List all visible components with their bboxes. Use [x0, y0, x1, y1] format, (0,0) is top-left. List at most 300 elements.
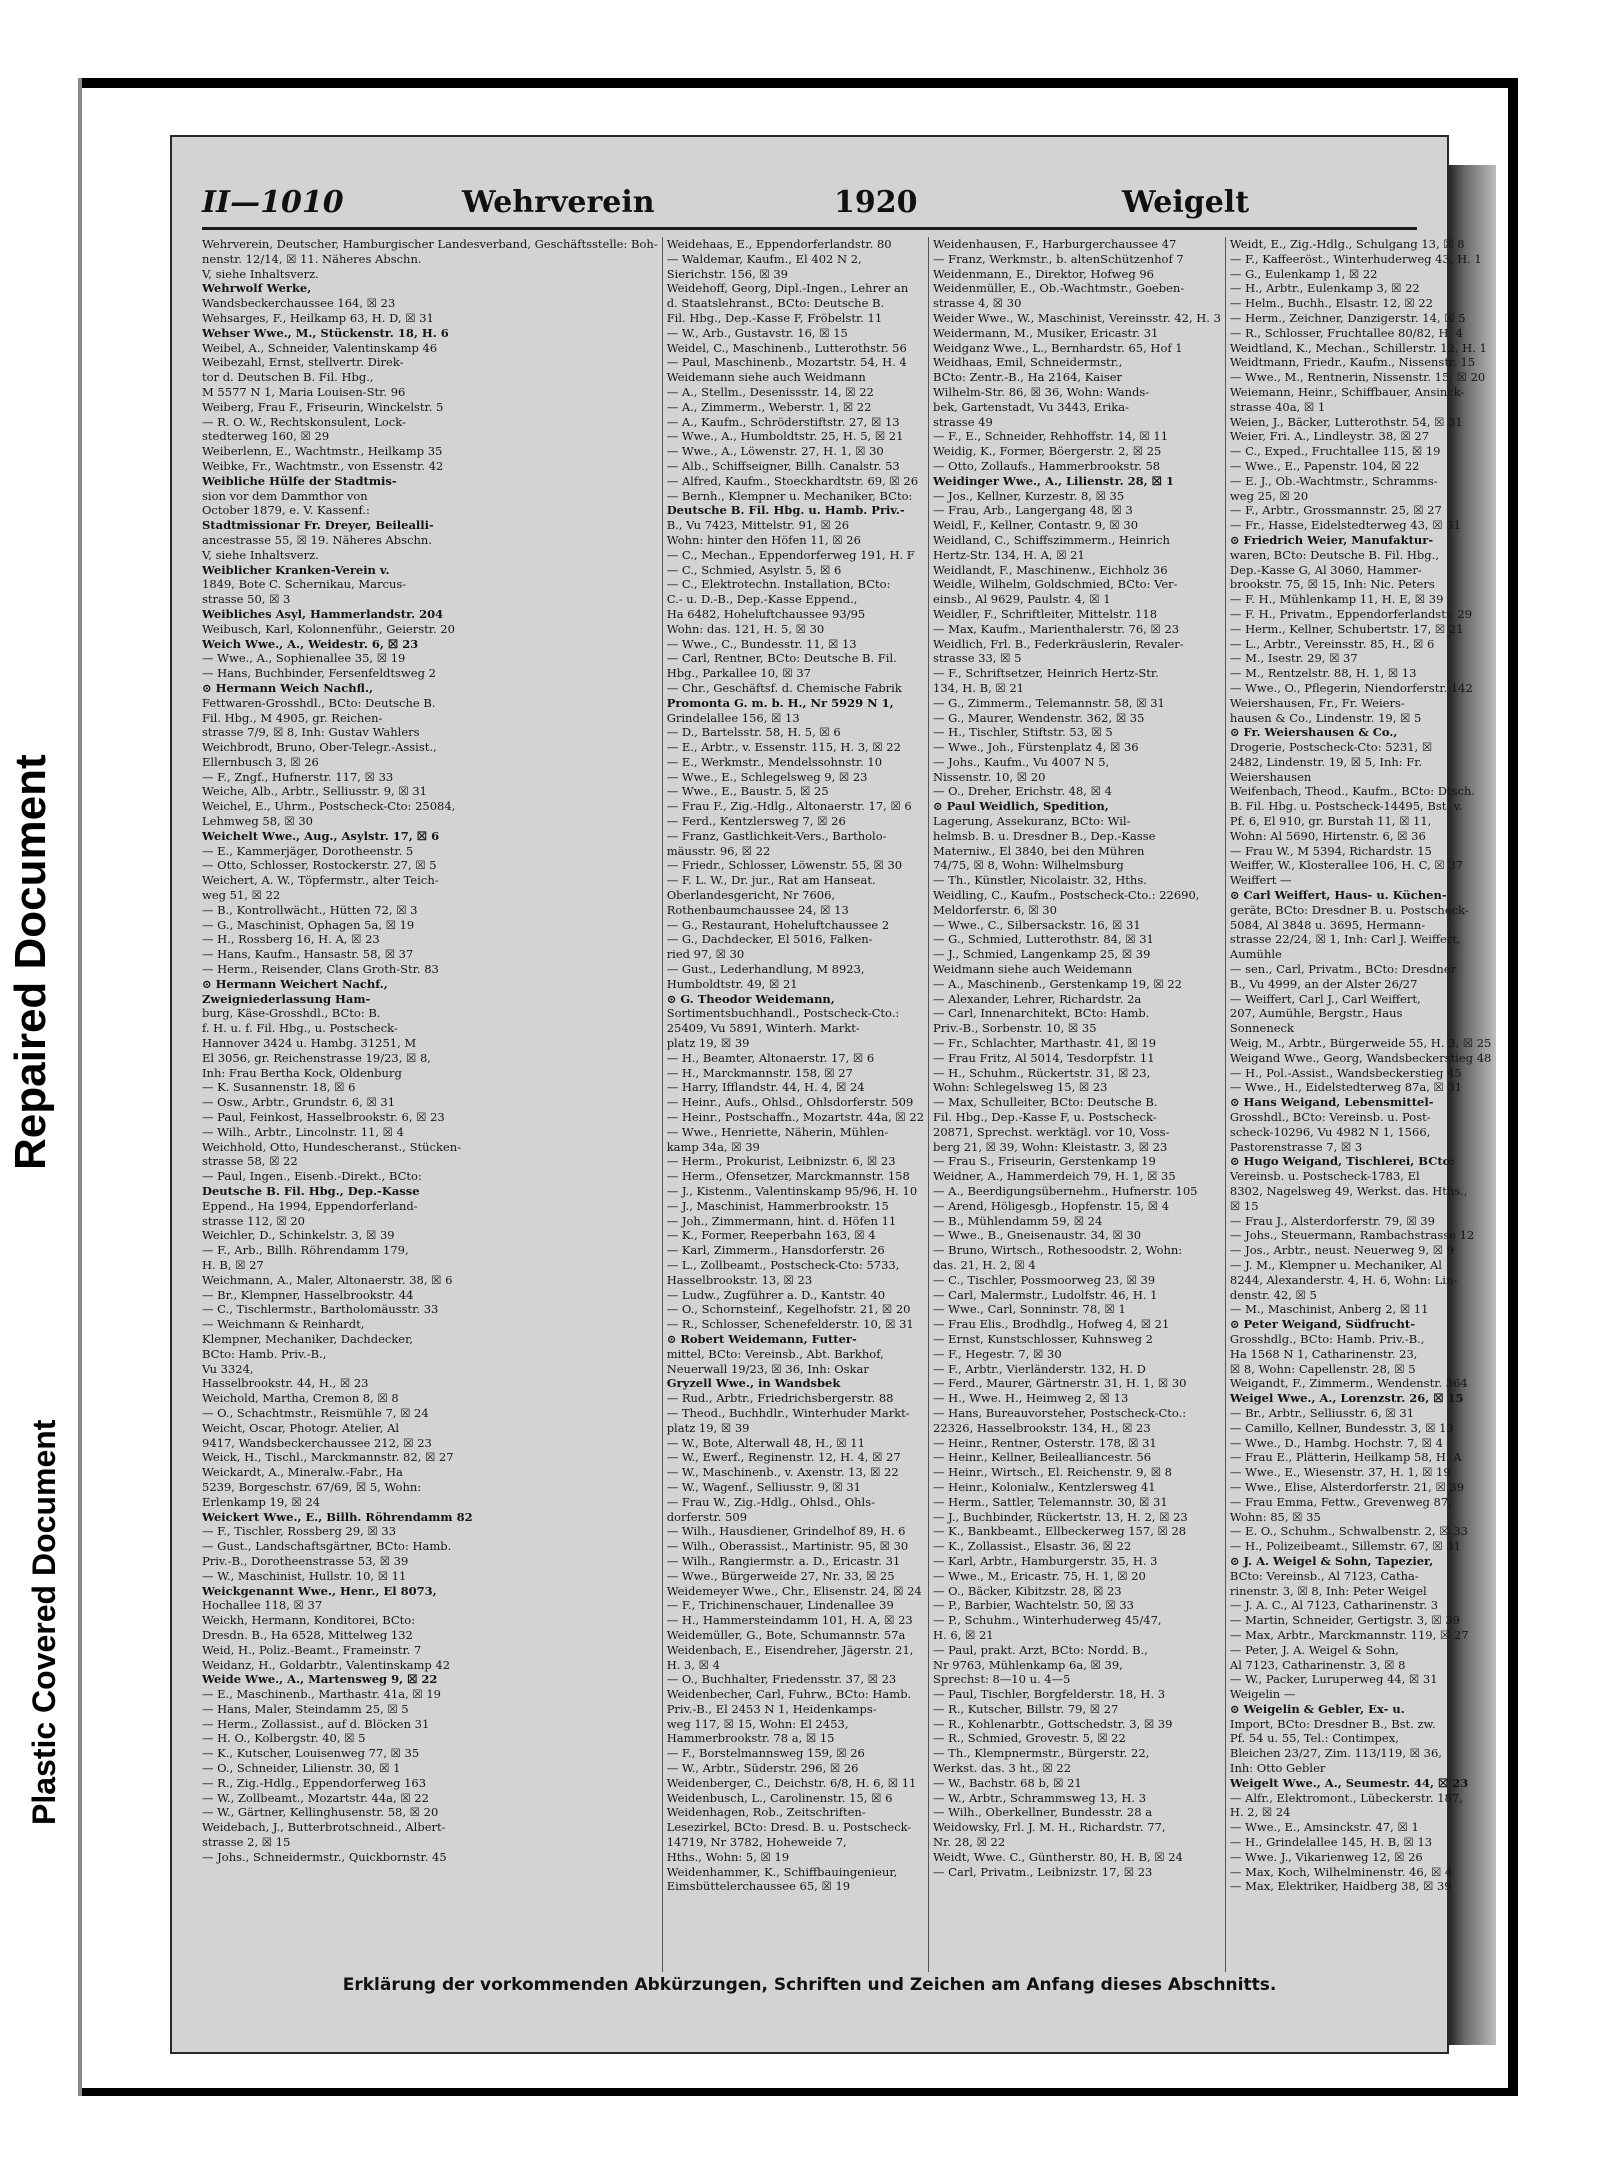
- directory-entry: — F. H., Privatm., Eppendorferlandstr. 29: [1229, 606, 1473, 621]
- directory-entry: — O., Schneider, Lilienstr. 30, ☒ 1: [202, 1761, 401, 1776]
- directory-entry: — H., Pol.-Assist., Wandsbeckerstieg 45: [1229, 1065, 1462, 1080]
- directory-entry: Weidehoff, Georg, Dipl.-Ingen., Lehrer an: [666, 281, 909, 296]
- directory-entry: — Wilh., Oberkellner, Bundesstr. 28 a: [933, 1805, 1153, 1820]
- directory-entry: Eimsbüttelerchaussee 65, ☒ 19: [666, 1879, 851, 1894]
- scan-border-bottom: [78, 2088, 1518, 2096]
- directory-entry: — Wwe., H., Eidelstedterweg 87a, ☒ 31: [1229, 1080, 1463, 1095]
- directory-entry: Ellernbusch 3, ☒ 26: [202, 754, 319, 769]
- directory-entry: Weicht, Oscar, Photogr. Atelier, Al: [202, 1420, 400, 1435]
- directory-entry: Materniw., El 3840, bei den Mühren: [933, 843, 1145, 858]
- directory-entry: — Arend, Höligesgb., Hopfenstr. 15, ☒ 4: [933, 1198, 1170, 1213]
- directory-entry: — Th., Klempnermstr., Bürgerstr. 22,: [933, 1746, 1150, 1761]
- directory-entry: — Herm., Prokurist, Leibnizstr. 6, ☒ 23: [666, 1154, 896, 1169]
- directory-entry: Weickgenannt Wwe., Henr., El 8073,: [202, 1583, 437, 1598]
- directory-entry: Erlenkamp 19, ☒ 24: [202, 1494, 321, 1509]
- directory-entry: — H., Wwe. H., Heimweg 2, ☒ 13: [933, 1391, 1129, 1406]
- directory-entry: ried 97, ☒ 30: [666, 947, 745, 962]
- directory-entry: Weidehaas, E., Eppendorferlandstr. 80: [666, 237, 892, 251]
- directory-entry: — Wwe., Henriette, Näherin, Mühlen-: [666, 1124, 889, 1139]
- directory-entry: Weidmann siehe auch Weidemann: [933, 962, 1133, 977]
- directory-entry: Weidlandt, F., Maschinenw., Eichholz 36: [933, 562, 1168, 577]
- header-last-word: Weigelt: [1122, 185, 1250, 220]
- directory-entry: Eppend., Ha 1994, Eppendorferland-: [202, 1198, 418, 1213]
- directory-entry: strasse 50, ☒ 3: [202, 592, 291, 607]
- directory-entry: — W., Ewerf., Reginenstr. 12, H. 4, ☒ 27: [666, 1450, 901, 1465]
- directory-entry: Neuerwall 19/23, ☒ 36, Inh: Oskar: [666, 1361, 869, 1376]
- directory-entry: — W., Arb., Gustavstr. 16, ☒ 15: [666, 325, 848, 340]
- directory-entry: — Max, Schulleiter, BCto: Deutsche B.: [933, 1095, 1158, 1110]
- directory-entry: Wohn: das. 121, H. 5, ☒ 30: [666, 621, 825, 636]
- directory-entry: — W., Maschinenb., v. Axenstr. 13, ☒ 22: [666, 1465, 899, 1480]
- directory-entry: — Waldemar, Kaufm., El 402 N 2,: [666, 251, 862, 266]
- directory-entry: — Br., Klempner, Hasselbrookstr. 44: [202, 1287, 414, 1302]
- directory-entry: Sonneneck: [1229, 1021, 1294, 1036]
- directory-entry: ☒ 8, Wohn: Capellenstr. 28, ☒ 5: [1229, 1361, 1416, 1376]
- directory-entry: kamp 34a, ☒ 39: [666, 1139, 760, 1154]
- directory-entry: — O., Schornsteinf., Kegelhofstr. 21, ☒ 20: [666, 1302, 911, 1317]
- directory-entry: einsb., Al 9629, Paulstr. 4, ☒ 1: [933, 592, 1111, 607]
- directory-entry: — Wwe., A., Löwenstr. 27, H. 1, ☒ 30: [666, 444, 884, 459]
- directory-entry: denstr. 42, ☒ 5: [1229, 1287, 1317, 1302]
- directory-entry: Weidenhausen, F., Harburgerchaussee 47: [933, 237, 1177, 251]
- directory-entry: — Heinr., Wirtsch., El. Reichenstr. 9, ☒ 8: [933, 1465, 1172, 1480]
- directory-entry: Meldorferstr. 6, ☒ 30: [933, 902, 1057, 917]
- directory-entry: ancestrasse 55, ☒ 19. Näheres Abschn.: [202, 532, 432, 547]
- directory-entry: Sprechst: 8—10 u. 4—5: [933, 1672, 1071, 1687]
- directory-entry: Aumühle: [1229, 947, 1282, 962]
- directory-entry: Pf. 54 u. 55, Tel.: Contimpex,: [1229, 1731, 1399, 1746]
- directory-entry: — C., Mechan., Eppendorferweg 191, H. F: [666, 547, 915, 562]
- directory-entry: Weick, H., Tischl., Marckmannstr. 82, ☒ 27: [202, 1450, 454, 1465]
- directory-entry: Priv.-B., Dorotheenstrasse 53, ☒ 39: [202, 1553, 409, 1568]
- directory-entry: Weidenhammer, K., Schiffbauingenieur,: [666, 1864, 898, 1879]
- directory-entry: Weiffer, W., Klosterallee 106, H. C, ☒ 37: [1229, 858, 1463, 873]
- directory-entry: Weidenmann, E., Direktor, Hofweg 96: [933, 266, 1154, 281]
- directory-entry: — E. O., Schuhm., Schwalbenstr. 2, ☒ 33: [1229, 1524, 1468, 1539]
- directory-entry: Wohn: Al 5690, Hirtenstr. 6, ☒ 36: [1229, 828, 1426, 843]
- directory-entry: Priv.-B., Sorbenstr. 10, ☒ 35: [933, 1021, 1097, 1036]
- directory-entry: strasse 49: [933, 414, 993, 429]
- directory-entry: — Ferd., Kentzlersweg 7, ☒ 26: [666, 814, 846, 829]
- directory-entry: ⊙ Hermann Weich Nachfl.,: [202, 680, 373, 695]
- directory-entry: strasse 40a, ☒ 1: [1229, 399, 1326, 414]
- directory-entry: geräte, BCto: Dresdner B. u. Postscheck-: [1229, 902, 1469, 917]
- directory-entry: ☒ 15: [1229, 1198, 1259, 1213]
- directory-entry: — W., Packer, Luruperweg 44, ☒ 31: [1229, 1672, 1438, 1687]
- directory-entry: Weiershausen: [1229, 769, 1312, 784]
- directory-entry: — Helm., Buchh., Elsastr. 12, ☒ 22: [1229, 296, 1433, 311]
- directory-entry: Wehrwolf Werke,: [202, 281, 312, 296]
- directory-entry: BCto: Vereinsb., Al 7123, Catha-: [1229, 1568, 1419, 1583]
- directory-entry: — Heinr., Kellner, Beilealliancestr. 56: [933, 1450, 1152, 1465]
- directory-entry: ⊙ Robert Weidemann, Futter-: [666, 1331, 857, 1346]
- directory-entry: — Wwe., E., Papenstr. 104, ☒ 22: [1229, 458, 1420, 473]
- directory-entry: Humboldtstr. 49, ☒ 21: [666, 976, 798, 991]
- directory-entry: — Wwe., Joh., Fürstenplatz 4, ☒ 36: [933, 740, 1139, 755]
- directory-entry: Weiberlenn, E., Wachtmstr., Heilkamp 35: [202, 444, 443, 459]
- directory-entry: — Jos., Arbtr., neust. Neuerweg 9, ☒ 9: [1229, 1243, 1455, 1258]
- directory-entry: Zweigniederlassung Ham-: [202, 991, 371, 1006]
- directory-entry: Weidl, F., Kellner, Contastr. 9, ☒ 30: [933, 518, 1139, 533]
- directory-entry: — Max, Arbtr., Marckmannstr. 119, ☒ 27: [1229, 1627, 1469, 1642]
- directory-entry: 22326, Hasselbrookstr. 134, H., ☒ 23: [933, 1420, 1151, 1435]
- directory-entry: Weidlich, Frl. B., Federkräuslerin, Revaler-: [933, 636, 1184, 651]
- directory-entry: — W., Wagenf., Selliusstr. 9, ☒ 31: [666, 1479, 862, 1494]
- directory-entry: — C., Exped., Fruchtallee 115, ☒ 19: [1229, 444, 1441, 459]
- directory-entry: — Wilh., Arbtr., Lincolnstr. 11, ☒ 4: [202, 1124, 404, 1139]
- header-year: 1920: [834, 185, 918, 220]
- directory-entry: C.- u. D.-B., Dep.-Kasse Eppend.,: [666, 592, 858, 607]
- directory-entry: Weiberg, Frau F., Friseurin, Winckelstr. 5: [202, 399, 444, 414]
- directory-entry: 20871, Sprechst. werktägl. vor 10, Voss-: [933, 1124, 1170, 1139]
- directory-entry: Inh: Otto Gebler: [1229, 1761, 1326, 1776]
- directory-entry: B. Fil. Hbg. u. Postscheck-14495, Bst. v.: [1229, 799, 1463, 814]
- directory-entry: — W., Zollbeamt., Mozartstr. 44a, ☒ 22: [202, 1790, 429, 1805]
- directory-entry: ⊙ G. Theodor Weidemann,: [666, 991, 835, 1006]
- directory-entry: V, siehe Inhaltsverz.: [202, 266, 319, 281]
- directory-entry: — R., Schlosser, Fruchtallee 80/82, H. 4: [1229, 325, 1464, 340]
- directory-entry: — Heinr., Rentner, Osterstr. 178, ☒ 31: [933, 1435, 1157, 1450]
- directory-entry: Weidt, E., Zig.-Hdlg., Schulgang 13, ☒ 8: [1229, 237, 1465, 251]
- directory-entry: — R., Kohlenarbtr., Gottschedstr. 3, ☒ 39: [933, 1716, 1173, 1731]
- directory-entry: — Friedr., Schlosser, Löwenstr. 55, ☒ 30: [666, 858, 903, 873]
- directory-entry: Weidel, C., Maschinenb., Lutterothstr. 56: [666, 340, 907, 355]
- directory-entry: — sen., Carl, Privatm., BCto: Dresdner: [1229, 962, 1457, 977]
- directory-entry: ⊙ Peter Weigand, Südfrucht-: [1229, 1317, 1415, 1332]
- directory-entry: Dresdn. B., Ha 6528, Mittelweg 132: [202, 1627, 413, 1642]
- directory-entry: — Camillo, Kellner, Bundesstr. 3, ☒ 13: [1229, 1420, 1454, 1435]
- directory-entry: — F. L. W., Dr. jur., Rat am Hanseat.: [666, 873, 876, 888]
- directory-entry: — H., Polizeibeamt., Sillemstr. 67, ☒ 31: [1229, 1539, 1461, 1554]
- directory-entry: helmsb. B. u. Dresdner B., Dep.-Kasse: [933, 828, 1156, 843]
- directory-entry: Weidling, C., Kaufm., Postscheck-Cto.: 22690,: [933, 888, 1200, 903]
- directory-entry: — Frau Elis., Brodhdlg., Hofweg 4, ☒ 21: [933, 1317, 1170, 1332]
- directory-entry: Weidanz, H., Goldarbtr., Valentinskamp 42: [202, 1657, 451, 1672]
- directory-entry: Weibke, Fr., Wachtmstr., von Essenstr. 42: [202, 458, 444, 473]
- directory-entry: Drogerie, Postscheck-Cto: 5231, ☒: [1229, 740, 1433, 755]
- directory-entry: 5084, Al 3848 u. 3695, Hermann-: [1229, 917, 1426, 932]
- directory-entry: brookstr. 75, ☒ 15, Inh: Nic. Peters: [1229, 577, 1435, 592]
- directory-entry: H. 3, ☒ 4: [666, 1657, 720, 1672]
- directory-entry: Grindelallee 156, ☒ 13: [666, 710, 800, 725]
- directory-entry: rinenstr. 3, ☒ 8, Inh: Peter Weigel: [1229, 1583, 1427, 1598]
- directory-entry: strasse 58, ☒ 22: [202, 1154, 298, 1169]
- directory-entry: Weichert, A. W., Töpfermstr., alter Teich-: [202, 873, 439, 888]
- directory-entry: Weidler, F., Schriftleiter, Mittelstr. 118: [933, 606, 1158, 621]
- directory-entry: weg 51, ☒ 22: [202, 888, 281, 903]
- directory-entry: — K., Kutscher, Louisenweg 77, ☒ 35: [202, 1746, 420, 1761]
- directory-entry: — Heinr., Aufs., Ohlsd., Ohlsdorferstr. 509: [666, 1095, 914, 1110]
- directory-entry: weg 25, ☒ 20: [1229, 488, 1309, 503]
- directory-entry: BCto: Hamb. Priv.-B.,: [202, 1346, 327, 1361]
- directory-entry: — R., Schlosser, Schenefelderstr. 10, ☒ 31: [666, 1317, 914, 1332]
- directory-entry: — Wwe., E., Wiesenstr. 37, H. 1, ☒ 19: [1229, 1465, 1451, 1480]
- directory-entry: — Alfred, Kaufm., Stoeckhardtstr. 69, ☒ 26: [666, 473, 919, 488]
- directory-entry: — Jos., Kellner, Kurzestr. 8, ☒ 35: [933, 488, 1125, 503]
- directory-entry: B., Vu 4999, an der Alster 26/27: [1229, 976, 1418, 991]
- directory-entry: Fil. Hbg., Dep.-Kasse F, Fröbelstr. 11: [666, 310, 883, 325]
- directory-entry: Weichelt Wwe., Aug., Asylstr. 17, ☒ 6: [202, 828, 440, 843]
- directory-entry: Weidenbecher, Carl, Fuhrw., BCto: Hamb.: [666, 1687, 912, 1702]
- directory-entry: — F., Hegestr. 7, ☒ 30: [933, 1346, 1062, 1361]
- directory-entry: — Carl, Innenarchitekt, BCto: Hamb.: [933, 1006, 1150, 1021]
- directory-entry: — Herm., Zeichner, Danzigerstr. 14, ☒ 5: [1229, 310, 1466, 325]
- directory-entry: — Weiffert, Carl J., Carl Weiffert,: [1229, 991, 1421, 1006]
- directory-entry: Weiemann, Heinr., Schiffbauer, Ansinck-: [1229, 384, 1465, 399]
- directory-entry: 8302, Nagelsweg 49, Werkst. das. Hths.,: [1229, 1184, 1468, 1198]
- directory-entry: — M., Maschinist, Anberg 2, ☒ 11: [1229, 1302, 1429, 1317]
- directory-entry: October 1879, e. V. Kassenf.:: [202, 503, 370, 518]
- directory-entry: platz 19, ☒ 39: [666, 1036, 750, 1051]
- directory-entry: Weidermann, M., Musiker, Ericastr. 31: [933, 325, 1159, 340]
- scan-border-top: [78, 78, 1518, 88]
- directory-entry: Weidle, Wilhelm, Goldschmied, BCto: Ver-: [933, 577, 1178, 592]
- directory-entry: Inh: Frau Bertha Kock, Oldenburg: [202, 1065, 402, 1080]
- directory-entry: — Paul, Feinkost, Hasselbrookstr. 6, ☒ 23: [202, 1110, 445, 1125]
- directory-entry: Weidowsky, Frl. J. M. H., Richardstr. 77,: [933, 1820, 1166, 1835]
- directory-entry: Weibliches Asyl, Hammerlandstr. 204: [202, 606, 444, 621]
- directory-entry: — Alfr., Elektromont., Lübeckerstr. 187,: [1229, 1790, 1463, 1805]
- directory-entry: Weickh, Hermann, Konditorei, BCto:: [202, 1613, 416, 1628]
- abbreviation-note: Erklärung der vorkommenden Abkürzungen, Schriften und Zeichen am Anfang dieses Abschnitts.: [342, 1975, 1277, 1995]
- directory-entry: — E., Werkmstr., Mendelssohnstr. 10: [666, 754, 883, 769]
- directory-entry: Weickert Wwe., E., Billh. Röhrendamm 82: [202, 1509, 473, 1524]
- directory-entry: — Frau J., Alsterdorferstr. 79, ☒ 39: [1229, 1213, 1435, 1228]
- directory-entry: — Wwe., C., Bundesstr. 11, ☒ 13: [666, 636, 857, 651]
- directory-entry: — Gust., Lederhandlung, M 8923,: [666, 962, 865, 977]
- directory-entry: Weigel Wwe., A., Lorenzstr. 26, ☒ 15: [1229, 1391, 1464, 1406]
- directory-entry: sion vor dem Dammthor von: [202, 488, 368, 503]
- directory-entry: — C., Elektrotechn. Installation, BCto:: [666, 577, 891, 592]
- directory-entry: das. 21, H. 2, ☒ 4: [933, 1257, 1036, 1272]
- directory-entry: — Rud., Arbtr., Friedrichsbergerstr. 88: [666, 1391, 894, 1406]
- directory-entry: — H., Beamter, Altonaerstr. 17, ☒ 6: [666, 1050, 875, 1065]
- plastic-covered-label: Plastic Covered Document: [26, 1419, 62, 1825]
- directory-entry: — P., Schuhm., Winterhuderweg 45/47,: [933, 1613, 1162, 1628]
- directory-entry: — P., Barbier, Wachtelstr. 50, ☒ 33: [933, 1598, 1134, 1613]
- directory-entry: — Fr., Schlachter, Marthastr. 41, ☒ 19: [933, 1036, 1157, 1051]
- directory-entry: — A., Beerdigungsübernehm., Hufnerstr. 105: [933, 1184, 1198, 1198]
- directory-entry: 134, H. B, ☒ 21: [933, 680, 1024, 695]
- directory-entry: burg, Käse-Grosshdl., BCto: B.: [202, 1006, 381, 1021]
- directory-entry: Grosshdlg., BCto: Hamb. Priv.-B.,: [1229, 1331, 1425, 1346]
- directory-entry: — W., Arbtr., Süderstr. 296, ☒ 26: [666, 1761, 859, 1776]
- directory-entry: Weigelin —: [1229, 1687, 1296, 1702]
- directory-entry: — O., Dreher, Erichstr. 48, ☒ 4: [933, 784, 1112, 799]
- directory-entry: — Bernh., Klempner u. Mechaniker, BCto:: [666, 488, 913, 503]
- directory-entry: — R., Schmied, Grovestr. 5, ☒ 22: [933, 1731, 1126, 1746]
- directory-entry: Weigelt Wwe., A., Seumestr. 44, ☒ 23: [1229, 1775, 1469, 1790]
- directory-entry: — Hans, Buchbinder, Fersenfeldtsweg 2: [202, 666, 436, 681]
- directory-entry: — H., Arbtr., Eulenkamp 3, ☒ 22: [1229, 281, 1420, 296]
- directory-entry: — Karl, Zimmerm., Hansdorferstr. 26: [666, 1243, 885, 1258]
- directory-entry: tor d. Deutschen B. Fil. Hbg.,: [202, 370, 374, 385]
- directory-entry: — E., Arbtr., v. Essenstr. 115, H. 3, ☒ 22: [666, 740, 901, 755]
- directory-entry: Wehser Wwe., M., Stückenstr. 18, H. 6: [202, 325, 449, 340]
- directory-entry: Nr. 28, ☒ 22: [933, 1835, 1006, 1850]
- directory-entry: 207, Aumühle, Bergstr., Haus: [1229, 1006, 1403, 1021]
- directory-entry: — Johs., Steuermann, Rambachstrasse 12: [1229, 1228, 1475, 1243]
- directory-entry: 5239, Borgeschstr. 67/69, ☒ 5, Wohn:: [202, 1479, 422, 1494]
- directory-entry: — Chr., Geschäftsf. d. Chemische Fabrik: [666, 680, 902, 695]
- directory-entry: — M., Isestr. 29, ☒ 37: [1229, 651, 1358, 666]
- directory-entry: — Frau W., Zig.-Hdlg., Ohlsd., Ohls-: [666, 1494, 876, 1509]
- directory-entry: Weidenberger, C., Deichstr. 6/8, H. 6, ☒ 11: [666, 1775, 917, 1790]
- directory-entry: nenstr. 12/14, ☒ 11. Näheres Abschn.: [202, 251, 422, 266]
- directory-entry: ⊙ Hans Weigand, Lebensmittel-: [1229, 1095, 1434, 1110]
- directory-entry: — J., Buchbinder, Rückertstr. 13, H. 2, ☒ 23: [933, 1509, 1188, 1524]
- directory-entry: Weichhold, Otto, Hundescheranst., Stücken-: [202, 1139, 462, 1154]
- directory-entry: hausen & Co., Lindenstr. 19, ☒ 5: [1229, 710, 1422, 725]
- directory-entry: Fettwaren-Grosshdl., BCto: Deutsche B.: [202, 695, 436, 710]
- directory-entry: — Johs., Schneidermstr., Quickbornstr. 45: [202, 1849, 447, 1864]
- directory-entry: mäusstr. 96, ☒ 22: [666, 843, 771, 858]
- directory-entry: stedterweg 160, ☒ 29: [202, 429, 330, 444]
- directory-entry: — O., Bäcker, Kibitzstr. 28, ☒ 23: [933, 1583, 1122, 1598]
- directory-entry: — Karl, Arbtr., Hamburgerstr. 35, H. 3: [933, 1553, 1158, 1568]
- directory-entry: — O., Buchhalter, Friedensstr. 37, ☒ 23: [666, 1672, 897, 1687]
- directory-entry: Weigand Wwe., Georg, Wandsbeckerstieg 48: [1229, 1050, 1492, 1065]
- directory-entry: Lehmweg 58, ☒ 30: [202, 814, 313, 829]
- directory-entry: Deutsche B. Fil. Hbg., Dep.-Kasse: [202, 1184, 420, 1198]
- directory-entry: Weig, M., Arbtr., Bürgerweide 55, H. 3, ☒ 25: [1229, 1036, 1492, 1051]
- directory-entry: Werkst. das. 3 ht., ☒ 22: [933, 1761, 1072, 1776]
- directory-entry: — W., Arbtr., Schrammsweg 13, H. 3: [933, 1790, 1147, 1805]
- column-4: [1230, 237, 1495, 1972]
- directory-entry: bek, Gartenstadt, Vu 3443, Erika-: [933, 399, 1130, 414]
- directory-entry: f. H. u. f. Fil. Hbg., u. Postscheck-: [202, 1021, 398, 1036]
- directory-entry: — Hans, Kaufm., Hansastr. 58, ☒ 37: [202, 947, 414, 962]
- directory-entry: — F., Trichinenschauer, Lindenallee 39: [666, 1598, 894, 1613]
- directory-entry: Weier, Fri. A., Lindleystr. 38, ☒ 27: [1229, 429, 1430, 444]
- directory-entry: — Wwe., E., Schlegelsweg 9, ☒ 23: [666, 769, 868, 784]
- directory-entry: — Wwe., D., Hambg. Hochstr. 7, ☒ 4: [1229, 1435, 1443, 1450]
- directory-entry: Weidenmüller, E., Ob.-Wachtmstr., Goeben-: [933, 281, 1185, 296]
- directory-entry: Weichmann, A., Maler, Altonaerstr. 38, ☒ 6: [202, 1272, 453, 1287]
- directory-entry: dorferstr. 509: [666, 1509, 748, 1524]
- directory-entry: Weiershausen, Fr., Fr. Weiers-: [1229, 695, 1405, 710]
- directory-entry: — Wwe., B., Gneisenaustr. 34, ☒ 30: [933, 1228, 1142, 1243]
- directory-entry: Weibusch, Karl, Kolonnenführ., Geierstr. 20: [202, 621, 455, 636]
- directory-entry: 1849, Bote C. Schernikau, Marcus-: [202, 577, 407, 592]
- directory-entry: Weibliche Hülfe der Stadtmis-: [202, 473, 397, 488]
- directory-entry: Fil. Hbg., M 4905, gr. Reichen-: [202, 710, 383, 725]
- directory-entry: — Th., Künstler, Nicolaistr. 32, Hths.: [933, 873, 1147, 888]
- directory-entry: V, siehe Inhaltsverz.: [202, 547, 319, 562]
- directory-entry: — H., Tischler, Stiftstr. 53, ☒ 5: [933, 725, 1113, 740]
- directory-entry: — F., Schriftsetzer, Heinrich Hertz-Str.: [933, 666, 1159, 681]
- directory-entry: — Osw., Arbtr., Grundstr. 6, ☒ 31: [202, 1095, 396, 1110]
- directory-entry: Weickardt, A., Mineralw.-Fabr., Ha: [202, 1465, 403, 1480]
- directory-entry: Dep.-Kasse G, Al 3060, Hammer-: [1229, 562, 1422, 577]
- directory-entry: — K., Zollassist., Elsastr. 36, ☒ 22: [933, 1539, 1132, 1554]
- directory-entry: Grosshdl., BCto: Vereinsb. u. Post-: [1229, 1110, 1431, 1125]
- directory-entry: — F., E., Schneider, Rehhoffstr. 14, ☒ 11: [933, 429, 1169, 444]
- directory-entry: — Carl, Privatm., Leibnizstr. 17, ☒ 23: [933, 1864, 1153, 1879]
- directory-entry: — Wwe., Bürgerweide 27, Nr. 33, ☒ 25: [666, 1568, 895, 1583]
- directory-entry: Weibel, A., Schneider, Valentinskamp 46: [202, 340, 438, 355]
- directory-entry: Weidner, A., Hammerdeich 79, H. 1, ☒ 35: [933, 1169, 1176, 1184]
- directory-entry: — Herm., Zollassist., auf d. Blöcken 31: [202, 1716, 430, 1731]
- directory-entry: — K., Bankbeamt., Ellbeckerweg 157, ☒ 28: [933, 1524, 1187, 1539]
- directory-entry: — M., Rentzelstr. 88, H. 1, ☒ 13: [1229, 666, 1417, 681]
- directory-entry: Wandsbeckerchaussee 164, ☒ 23: [202, 296, 396, 311]
- directory-entry: — F., Tischler, Rossberg 29, ☒ 33: [202, 1524, 397, 1539]
- directory-entry: Wohn: Schlegelsweg 15, ☒ 23: [933, 1080, 1108, 1095]
- directory-entry: Weichler, D., Schinkelstr. 3, ☒ 39: [202, 1228, 395, 1243]
- directory-entry: berg 21, ☒ 39, Wohn: Kleistastr. 3, ☒ 23: [933, 1139, 1168, 1154]
- directory-entry: Weide Wwe., A., Martensweg 9, ☒ 22: [202, 1672, 438, 1687]
- directory-entry: — G., Restaurant, Hoheluftchaussee 2: [666, 917, 890, 932]
- directory-entry: Deutsche B. Fil. Hbg. u. Hamb. Priv.-: [666, 503, 905, 518]
- directory-entry: H. B, ☒ 27: [202, 1257, 264, 1272]
- directory-entry: strasse 112, ☒ 20: [202, 1213, 306, 1228]
- directory-entry: — Paul, Tischler, Borgfelderstr. 18, H. 3: [933, 1687, 1166, 1702]
- directory-entry: 25409, Vu 5891, Winterh. Markt-: [666, 1021, 860, 1036]
- directory-entry: Weiffert —: [1229, 873, 1292, 888]
- directory-entry: — Peter, J. A. Weigel & Sohn,: [1229, 1642, 1399, 1657]
- directory-entry: — Johs., Kaufm., Vu 4007 N 5,: [933, 754, 1110, 769]
- directory-entry: ⊙ Weigelin & Gebler, Ex- u.: [1229, 1701, 1405, 1716]
- directory-entry: — A., Zimmerm., Weberstr. 1, ☒ 22: [666, 399, 872, 414]
- directory-entry: Sierichstr. 156, ☒ 39: [666, 266, 788, 281]
- directory-entry: — G., Zimmerm., Telemannstr. 58, ☒ 31: [933, 695, 1165, 710]
- directory-entry: — Herm., Reisender, Clans Groth-Str. 83: [202, 962, 439, 977]
- directory-entry: — J., Schmied, Langenkamp 25, ☒ 39: [933, 947, 1151, 962]
- directory-entry: — K., Former, Reeperbahn 163, ☒ 4: [666, 1228, 876, 1243]
- directory-entry: — G., Dachdecker, El 5016, Falken-: [666, 932, 873, 947]
- directory-entry: Wohn: 85, ☒ 35: [1229, 1509, 1321, 1524]
- directory-entry: Gryzell Wwe., in Wandsbek: [666, 1376, 841, 1391]
- column-2: [667, 237, 929, 1972]
- directory-entry: — Max, Koch, Wilhelminenstr. 46, ☒ 4: [1229, 1864, 1453, 1879]
- directory-entry: weg 117, ☒ 15, Wohn: El 2453,: [666, 1716, 849, 1731]
- directory-entry: 14719, Nr 3782, Hoheweide 7,: [666, 1835, 847, 1850]
- directory-page: [170, 135, 1492, 2054]
- directory-entry: Weidt, Wwe. C., Güntherstr. 80, H. B, ☒ 24: [933, 1849, 1183, 1864]
- directory-entry: Weidig, K., Former, Böergerstr. 2, ☒ 25: [933, 444, 1162, 459]
- directory-entry: ⊙ J. A. Weigel & Sohn, Tapezier,: [1229, 1553, 1434, 1568]
- directory-entry: ⊙ Friedrich Weier, Manufaktur-: [1229, 532, 1434, 547]
- directory-entry: ⊙ Hugo Weigand, Tischlerei, BCto:: [1229, 1154, 1455, 1169]
- directory-entry: — Wwe., A., Humboldtstr. 25, H. 5, ☒ 21: [666, 429, 904, 444]
- directory-entry: Pf. 6, El 910, gr. Burstah 11, ☒ 11,: [1229, 814, 1432, 829]
- directory-entry: mittel, BCto: Vereinsb., Abt. Barkhof,: [666, 1346, 884, 1361]
- page-header: [202, 185, 1417, 230]
- directory-entry: — Carl, Rentner, BCto: Deutsche B. Fil.: [666, 651, 897, 666]
- directory-entry: — Carl, Malermstr., Ludolfstr. 46, H. 1: [933, 1287, 1158, 1302]
- directory-entry: — L., Zollbeamt., Postscheck-Cto: 5733,: [666, 1257, 900, 1272]
- directory-entry: — J. M., Klempner u. Mechaniker, Al: [1229, 1257, 1442, 1272]
- column-3: [933, 237, 1226, 1972]
- page-number: II—1010: [202, 185, 344, 220]
- directory-entry: — Wwe. J., Vikarienweg 12, ☒ 26: [1229, 1849, 1423, 1864]
- directory-entry: Wehrverein, Deutscher, Hamburgischer Landesverband, Geschäftsstelle: Boh-: [202, 237, 658, 251]
- directory-entry: — Paul, Maschinenb., Mozartstr. 54, H. 4: [666, 355, 907, 370]
- directory-entry: — Harry, Ifflandstr. 44, H. 4, ☒ 24: [666, 1080, 865, 1095]
- directory-entry: — R. O. W., Rechtskonsulent, Lock-: [202, 414, 406, 429]
- directory-entry: Vereinsb. u. Postscheck-1783, El: [1229, 1169, 1420, 1184]
- directory-entry: Hbg., Parkallee 10, ☒ 37: [666, 666, 811, 681]
- directory-entry: — Wwe., E., Baustr. 5, ☒ 25: [666, 784, 829, 799]
- directory-entry: 2482, Lindenstr. 19, ☒ 5, Inh: Fr.: [1229, 754, 1423, 769]
- directory-entry: — H. O., Kolbergstr. 40, ☒ 5: [202, 1731, 366, 1746]
- directory-entry: — A., Kaufm., Schröderstiftstr. 27, ☒ 13: [666, 414, 900, 429]
- directory-entry: El 3056, gr. Reichenstrasse 19/23, ☒ 8,: [202, 1050, 431, 1065]
- directory-entry: — Hans, Bureauvorsteher, Postscheck-Cto.:: [933, 1405, 1187, 1420]
- directory-entry: — C., Tischler, Possmoorweg 23, ☒ 39: [933, 1272, 1156, 1287]
- directory-entry: H. 6, ☒ 21: [933, 1627, 994, 1642]
